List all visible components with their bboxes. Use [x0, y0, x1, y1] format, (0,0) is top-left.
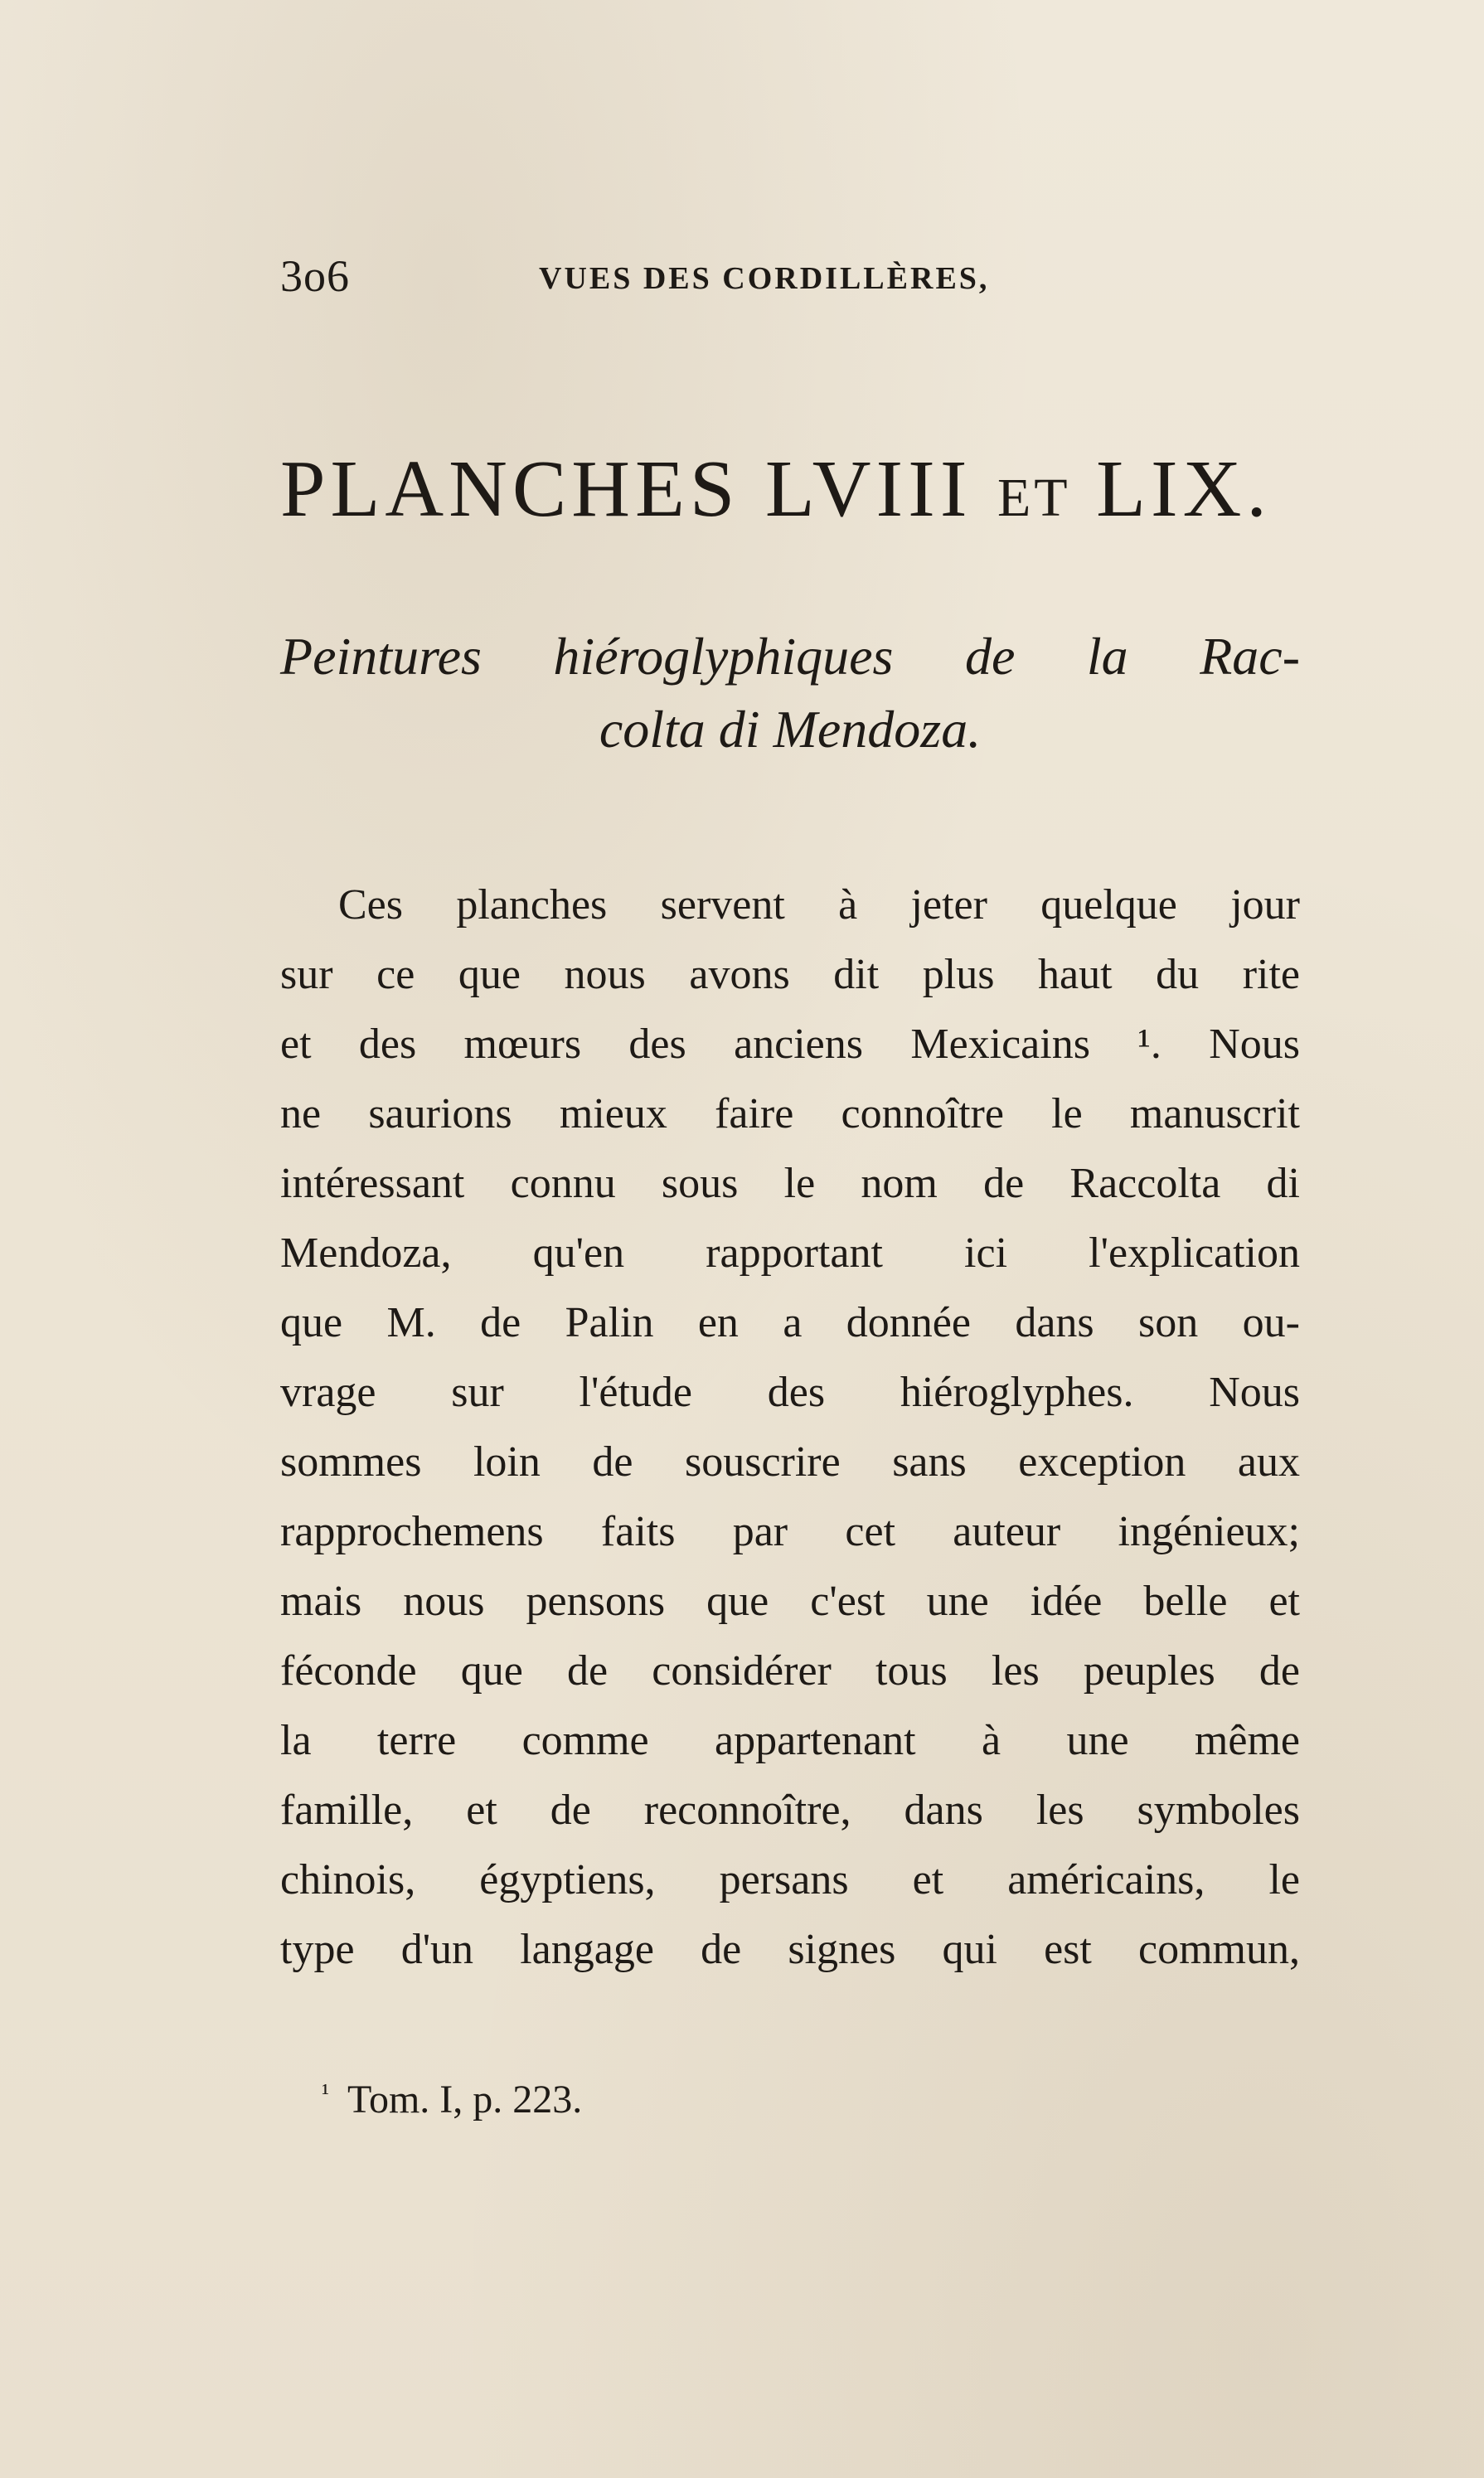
- body-line: intéressant connu sous le nom de Raccolta di: [280, 1160, 1300, 1207]
- body-line: et des mœurs des anciens Mexicains ¹. Nous: [280, 1021, 1300, 1068]
- running-title: VUES DES CORDILLÈRES,: [539, 261, 990, 296]
- body-line: Ces planches servent à jeter quelque jour: [338, 881, 1300, 929]
- body-line: famille, et de reconnoître, dans les symboles: [280, 1787, 1300, 1834]
- body-line: sommes loin de souscrire sans exception aux: [280, 1438, 1300, 1486]
- body-line: chinois, égyptiens, persans et américains, le: [280, 1856, 1300, 1903]
- subtitle-line: colta di Mendoza.: [599, 700, 982, 759]
- body-line: rapprochemens faits par cet auteur ingénieux;: [280, 1508, 1300, 1555]
- subtitle-line: Peintures hiéroglyphiques de la Rac-: [280, 627, 1300, 686]
- body-line: mais nous pensons que c'est une idée belle et: [280, 1578, 1300, 1625]
- body-line: vrage sur l'étude des hiéroglyphes. Nous: [280, 1369, 1300, 1416]
- body-paragraph: [280, 870, 1300, 1985]
- body-line: sur ce que nous avons dit plus haut du rite: [280, 951, 1300, 998]
- plate-title-main: PLANCHES LVIII: [280, 444, 972, 534]
- body-line: féconde que de considérer tous les peuples de: [280, 1647, 1300, 1695]
- body-line: ne saurions mieux faire connoître le manuscrit: [280, 1090, 1300, 1137]
- footnote-mark: ¹: [322, 2079, 329, 2107]
- body-line: Mendoza, qu'en rapportant ici l'explication: [280, 1229, 1300, 1277]
- footnote-text: Tom. I, p. 223.: [347, 2078, 583, 2122]
- body-line: la terre comme appartenant à une même: [280, 1717, 1300, 1764]
- footnote: [322, 2064, 582, 2129]
- body-line: que M. de Palin en a donnée dans son ou-: [280, 1299, 1300, 1346]
- page-number: 3o6: [280, 251, 350, 301]
- plate-subtitle: [280, 620, 1300, 766]
- running-head: [280, 247, 1300, 305]
- body-line: type d'un langage de signes qui est commun,: [280, 1926, 1300, 1973]
- plate-title-end: LIX.: [1096, 444, 1272, 534]
- plate-title-connector: ET: [997, 468, 1071, 528]
- plate-title: [280, 439, 1300, 548]
